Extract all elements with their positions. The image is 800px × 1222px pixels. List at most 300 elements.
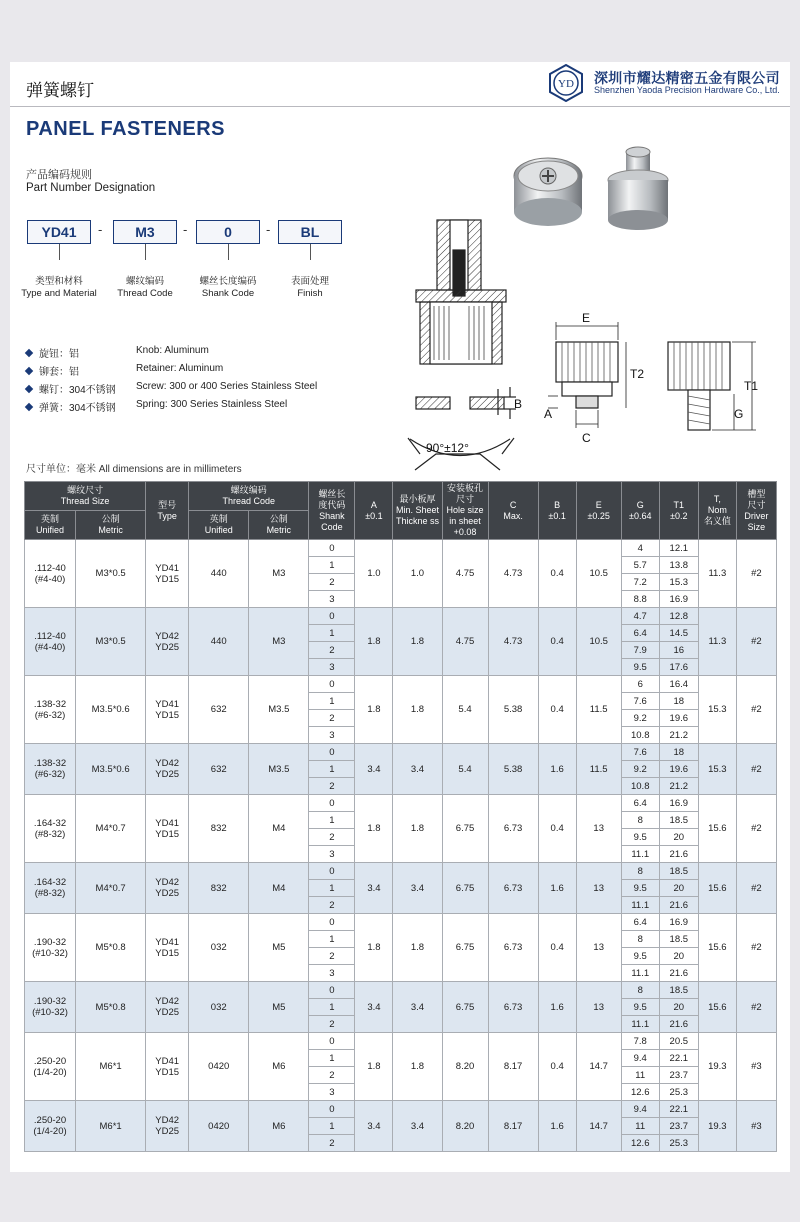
code-finish: BL (278, 220, 342, 244)
th-shank-code: 螺丝长 度代码 Shank Code (309, 482, 355, 540)
cell-hole: 6.75 (442, 982, 488, 1033)
dim-label-t2: T2 (630, 367, 645, 381)
cell-t1: 21.2 (659, 727, 698, 744)
cell-g: 9.2 (621, 710, 659, 727)
cell-a: 1.8 (355, 608, 393, 676)
cell-t1: 18 (659, 744, 698, 761)
cell-min-sheet: 3.4 (393, 1101, 442, 1152)
cell-t1: 18.5 (659, 931, 698, 948)
th-metric: 公制 Metric (76, 511, 146, 540)
cell-driver: #3 (736, 1101, 776, 1152)
table-body (25, 540, 777, 1152)
cell-t-nom: 19.3 (698, 1101, 736, 1152)
cell-e: 14.7 (576, 1101, 621, 1152)
cell-t-nom: 15.6 (698, 914, 736, 982)
cell-tc-metric: M3.5 (249, 744, 309, 795)
cell-g: 7.6 (621, 693, 659, 710)
cell-b: 0.4 (538, 676, 576, 744)
cell-g: 11 (621, 1067, 659, 1084)
th-hole-size: 安装板孔 尺寸 Hole size in sheet +0.08 (442, 482, 488, 540)
cell-g: 9.4 (621, 1101, 659, 1118)
company-logo (547, 64, 585, 102)
cell-shank-code: 2 (309, 778, 355, 795)
cell-metric: M4*0.7 (76, 863, 146, 914)
cell-hole: 6.75 (442, 795, 488, 863)
cell-shank-code: 1 (309, 999, 355, 1016)
table-row (25, 540, 777, 557)
cell-t1: 16.9 (659, 914, 698, 931)
cell-t1: 15.3 (659, 574, 698, 591)
dim-label-t1: T1 (744, 379, 759, 393)
cell-shank-code: 0 (309, 540, 355, 557)
cell-g: 8.8 (621, 591, 659, 608)
cell-unified: .164-32 (#8-32) (25, 863, 76, 914)
cell-t1: 21.2 (659, 778, 698, 795)
cell-b: 0.4 (538, 795, 576, 863)
code-thread: M3 (113, 220, 177, 244)
cell-min-sheet: 1.8 (393, 608, 442, 676)
cell-a: 3.4 (355, 982, 393, 1033)
dimension-table (24, 481, 777, 1152)
cell-metric: M3.5*0.6 (76, 676, 146, 744)
cell-t1: 17.6 (659, 659, 698, 676)
cell-g: 9.2 (621, 761, 659, 778)
cell-type: YD42 YD25 (146, 982, 189, 1033)
company-name-cn: 深圳市耀达精密五金有限公司 (594, 70, 780, 86)
cell-type: YD41 YD15 (146, 795, 189, 863)
cell-tc-unified: 832 (189, 863, 249, 914)
cell-t1: 18 (659, 693, 698, 710)
material-screw: 螺钉：304不锈钢 Screw: 300 or 400 Series Stainless Steel (26, 381, 116, 396)
table-row (25, 1033, 777, 1050)
cell-min-sheet: 1.8 (393, 795, 442, 863)
cell-shank-code: 2 (309, 642, 355, 659)
th-driver-size: 槽型 尺寸 Driver Size (736, 482, 776, 540)
cell-t-nom: 15.6 (698, 863, 736, 914)
cell-type: YD41 YD15 (146, 1033, 189, 1101)
code-label-finish: 表面处理 Finish (290, 276, 330, 299)
cell-c: 4.73 (488, 540, 538, 608)
cell-g: 11 (621, 1118, 659, 1135)
cell-t-nom: 19.3 (698, 1033, 736, 1101)
cell-t1: 25.3 (659, 1135, 698, 1152)
cell-shank-code: 1 (309, 1118, 355, 1135)
th-tc-unified: 英制 Unified (189, 511, 249, 540)
cell-c: 6.73 (488, 863, 538, 914)
cell-shank-code: 0 (309, 1033, 355, 1050)
cell-shank-code: 2 (309, 897, 355, 914)
code-separator: - (183, 222, 188, 237)
cell-tc-unified: 440 (189, 540, 249, 608)
cell-hole: 6.75 (442, 863, 488, 914)
cell-g: 5.7 (621, 557, 659, 574)
table-row (25, 676, 777, 693)
cell-tc-unified: 0420 (189, 1033, 249, 1101)
cell-g: 8 (621, 982, 659, 999)
cell-t1: 20.5 (659, 1033, 698, 1050)
spec-sheet (10, 62, 790, 1172)
cell-a: 1.8 (355, 1033, 393, 1101)
cell-e: 10.5 (576, 608, 621, 676)
cell-tc-unified: 632 (189, 744, 249, 795)
cell-driver: #2 (736, 608, 776, 676)
cell-t1: 21.6 (659, 1016, 698, 1033)
cell-tc-metric: M5 (249, 982, 309, 1033)
cell-hole: 8.20 (442, 1101, 488, 1152)
cell-c: 5.38 (488, 676, 538, 744)
th-tc-metric: 公制 Metric (249, 511, 309, 540)
cell-tc-metric: M3 (249, 608, 309, 676)
cell-c: 6.73 (488, 795, 538, 863)
cell-tc-unified: 0420 (189, 1101, 249, 1152)
cell-unified: .112-40 (#4-40) (25, 540, 76, 608)
cell-g: 8 (621, 812, 659, 829)
cell-metric: M3*0.5 (76, 540, 146, 608)
th-type: 型号 Type (146, 482, 189, 540)
cell-t1: 13.8 (659, 557, 698, 574)
cell-c: 5.38 (488, 744, 538, 795)
part-number-label-en: Part Number Designation (26, 182, 156, 194)
code-leader (145, 244, 146, 260)
cell-t1: 21.6 (659, 846, 698, 863)
cell-driver: #2 (736, 744, 776, 795)
cell-g: 6.4 (621, 914, 659, 931)
cell-g: 9.5 (621, 999, 659, 1016)
cell-shank-code: 2 (309, 829, 355, 846)
cell-hole: 6.75 (442, 914, 488, 982)
cell-t1: 22.1 (659, 1050, 698, 1067)
cell-g: 11.1 (621, 965, 659, 982)
cell-min-sheet: 1.8 (393, 1033, 442, 1101)
cell-shank-code: 3 (309, 659, 355, 676)
cell-a: 3.4 (355, 863, 393, 914)
cell-unified: .250-20 (1/4-20) (25, 1033, 76, 1101)
cell-e: 13 (576, 863, 621, 914)
cell-unified: .190-32 (#10-32) (25, 982, 76, 1033)
cell-g: 8 (621, 863, 659, 880)
th-min-sheet: 最小板厚 Min. Sheet Thickne ss (393, 482, 442, 540)
bullet-icon (25, 349, 33, 357)
cell-shank-code: 0 (309, 795, 355, 812)
cell-tc-metric: M3.5 (249, 676, 309, 744)
cell-g: 10.8 (621, 727, 659, 744)
cell-shank-code: 2 (309, 1135, 355, 1152)
page-title: PANEL FASTENERS (26, 118, 226, 140)
cell-shank-code: 0 (309, 676, 355, 693)
cell-t1: 18.5 (659, 812, 698, 829)
cell-g: 7.9 (621, 642, 659, 659)
table-row (25, 863, 777, 880)
cell-t1: 20 (659, 880, 698, 897)
cell-g: 9.5 (621, 659, 659, 676)
cell-t-nom: 11.3 (698, 540, 736, 608)
cell-min-sheet: 3.4 (393, 863, 442, 914)
cell-a: 1.8 (355, 795, 393, 863)
cell-tc-unified: 440 (189, 608, 249, 676)
cell-e: 11.5 (576, 744, 621, 795)
cell-min-sheet: 1.0 (393, 540, 442, 608)
table-row (25, 1101, 777, 1118)
cell-g: 9.5 (621, 829, 659, 846)
cell-shank-code: 1 (309, 625, 355, 642)
cell-min-sheet: 3.4 (393, 982, 442, 1033)
cell-metric: M6*1 (76, 1101, 146, 1152)
cell-g: 4.7 (621, 608, 659, 625)
product-photo (514, 147, 668, 230)
cell-t1: 25.3 (659, 1084, 698, 1101)
cell-t-nom: 11.3 (698, 608, 736, 676)
cell-driver: #2 (736, 540, 776, 608)
cell-b: 0.4 (538, 608, 576, 676)
cell-driver: #2 (736, 795, 776, 863)
cell-shank-code: 0 (309, 914, 355, 931)
cell-tc-unified: 832 (189, 795, 249, 863)
code-separator: - (98, 222, 103, 237)
cell-min-sheet: 1.8 (393, 914, 442, 982)
cell-unified: .112-40 (#4-40) (25, 608, 76, 676)
cell-shank-code: 1 (309, 880, 355, 897)
code-leader (228, 244, 229, 260)
cell-t1: 20 (659, 999, 698, 1016)
cell-shank-code: 2 (309, 1067, 355, 1084)
cell-shank-code: 0 (309, 982, 355, 999)
table-row (25, 982, 777, 999)
cell-b: 0.4 (538, 540, 576, 608)
dim-label-angle: 90°±12° (426, 441, 469, 455)
cell-shank-code: 3 (309, 1084, 355, 1101)
header-divider (10, 106, 790, 107)
dim-label-c: C (582, 431, 591, 445)
cell-min-sheet: 3.4 (393, 744, 442, 795)
cell-driver: #2 (736, 914, 776, 982)
cell-e: 10.5 (576, 540, 621, 608)
cell-a: 3.4 (355, 744, 393, 795)
cell-g: 9.5 (621, 948, 659, 965)
table-row (25, 914, 777, 931)
cell-t-nom: 15.6 (698, 982, 736, 1033)
cell-g: 11.1 (621, 897, 659, 914)
cell-unified: .138-32 (#6-32) (25, 676, 76, 744)
cell-t1: 20 (659, 829, 698, 846)
cell-type: YD41 YD15 (146, 914, 189, 982)
cell-t1: 20 (659, 948, 698, 965)
cell-type: YD42 YD25 (146, 1101, 189, 1152)
cell-t1: 18.5 (659, 863, 698, 880)
cell-e: 13 (576, 914, 621, 982)
cell-e: 13 (576, 795, 621, 863)
code-label-thread: 螺纹编码 Thread Code (117, 276, 173, 299)
cell-b: 0.4 (538, 1033, 576, 1101)
cell-g: 7.2 (621, 574, 659, 591)
cell-t1: 12.1 (659, 540, 698, 557)
cell-tc-unified: 032 (189, 914, 249, 982)
cell-unified: .164-32 (#8-32) (25, 795, 76, 863)
cell-tc-metric: M4 (249, 863, 309, 914)
cell-shank-code: 1 (309, 931, 355, 948)
table-row (25, 795, 777, 812)
dim-label-e: E (582, 311, 591, 325)
cell-c: 4.73 (488, 608, 538, 676)
cell-driver: #2 (736, 982, 776, 1033)
cell-g: 9.4 (621, 1050, 659, 1067)
cell-shank-code: 0 (309, 1101, 355, 1118)
cell-min-sheet: 1.8 (393, 676, 442, 744)
cell-metric: M6*1 (76, 1033, 146, 1101)
th-b: B ±0.1 (538, 482, 576, 540)
cell-g: 4 (621, 540, 659, 557)
cell-t-nom: 15.6 (698, 795, 736, 863)
cell-shank-code: 3 (309, 965, 355, 982)
cell-tc-metric: M6 (249, 1101, 309, 1152)
material-spring: 弹簧：304不锈钢 Spring: 300 Series Stainless Steel (26, 399, 116, 414)
cell-t1: 19.6 (659, 761, 698, 778)
cell-g: 6 (621, 676, 659, 693)
cell-g: 7.6 (621, 744, 659, 761)
dim-label-g: G (734, 407, 744, 421)
cell-hole: 5.4 (442, 676, 488, 744)
cell-shank-code: 1 (309, 812, 355, 829)
cell-t1: 12.8 (659, 608, 698, 625)
cell-g: 11.1 (621, 1016, 659, 1033)
cell-t1: 23.7 (659, 1118, 698, 1135)
header-title-cn: 弹簧螺钉 (26, 81, 94, 100)
th-e: E ±0.25 (576, 482, 621, 540)
cell-tc-unified: 632 (189, 676, 249, 744)
th-a: A ±0.1 (355, 482, 393, 540)
cell-type: YD42 YD25 (146, 744, 189, 795)
cell-unified: .138-32 (#6-32) (25, 744, 76, 795)
cell-t1: 16.9 (659, 795, 698, 812)
cell-driver: #2 (736, 676, 776, 744)
bullet-icon (25, 403, 33, 411)
cell-g: 6.4 (621, 625, 659, 642)
cell-metric: M3*0.5 (76, 608, 146, 676)
cell-shank-code: 1 (309, 761, 355, 778)
cell-shank-code: 2 (309, 1016, 355, 1033)
cell-e: 11.5 (576, 676, 621, 744)
cell-c: 6.73 (488, 914, 538, 982)
dim-label-b: B (514, 397, 523, 411)
cell-t-nom: 15.3 (698, 676, 736, 744)
cell-b: 1.6 (538, 744, 576, 795)
cell-g: 11.1 (621, 846, 659, 863)
cell-tc-metric: M5 (249, 914, 309, 982)
fastener-drawing (390, 142, 770, 472)
table-row (25, 744, 777, 761)
code-separator: - (266, 222, 271, 237)
cell-a: 1.8 (355, 676, 393, 744)
cell-tc-metric: M3 (249, 540, 309, 608)
cell-g: 10.8 (621, 778, 659, 795)
cell-a: 1.8 (355, 914, 393, 982)
cell-t1: 23.7 (659, 1067, 698, 1084)
cell-shank-code: 0 (309, 744, 355, 761)
cell-t1: 19.6 (659, 710, 698, 727)
cell-b: 1.6 (538, 1101, 576, 1152)
bullet-icon (25, 367, 33, 375)
cell-c: 8.17 (488, 1101, 538, 1152)
code-label-shank: 螺丝长度编码 Shank Code (199, 276, 257, 299)
cell-shank-code: 3 (309, 727, 355, 744)
cell-hole: 4.75 (442, 540, 488, 608)
cell-shank-code: 0 (309, 608, 355, 625)
cell-t1: 21.6 (659, 965, 698, 982)
cell-a: 1.0 (355, 540, 393, 608)
company-name-en: Shenzhen Yaoda Precision Hardware Co., Ltd. (594, 85, 780, 95)
cell-driver: #2 (736, 863, 776, 914)
cell-g: 7.8 (621, 1033, 659, 1050)
code-shank: 0 (196, 220, 260, 244)
cell-hole: 5.4 (442, 744, 488, 795)
th-t1: T1 ±0.2 (659, 482, 698, 540)
cell-t1: 16.4 (659, 676, 698, 693)
cell-shank-code: 0 (309, 863, 355, 880)
cell-c: 6.73 (488, 982, 538, 1033)
cell-t1: 22.1 (659, 1101, 698, 1118)
cell-shank-code: 3 (309, 846, 355, 863)
cell-hole: 8.20 (442, 1033, 488, 1101)
cell-type: YD41 YD15 (146, 676, 189, 744)
cell-metric: M5*0.8 (76, 982, 146, 1033)
cell-b: 0.4 (538, 914, 576, 982)
th-unified: 英制 Unified (25, 511, 76, 540)
cell-unified: .190-32 (#10-32) (25, 914, 76, 982)
cell-e: 14.7 (576, 1033, 621, 1101)
cell-t1: 16 (659, 642, 698, 659)
material-retainer: 铆套：铝 Retainer: Aluminum (26, 363, 79, 378)
cell-type: YD42 YD25 (146, 608, 189, 676)
bullet-icon (25, 385, 33, 393)
code-leader (59, 244, 60, 260)
cell-shank-code: 2 (309, 710, 355, 727)
cell-g: 12.6 (621, 1084, 659, 1101)
part-number-label-cn: 产品编码规则 (26, 169, 92, 181)
side-view-knob (548, 322, 626, 428)
cell-e: 13 (576, 982, 621, 1033)
cell-tc-metric: M6 (249, 1033, 309, 1101)
cell-shank-code: 3 (309, 591, 355, 608)
cell-unified: .250-20 (1/4-20) (25, 1101, 76, 1152)
cell-g: 9.5 (621, 880, 659, 897)
section-view (408, 220, 516, 470)
cell-t1: 18.5 (659, 982, 698, 999)
material-knob: 旋钮：铝 Knob: Aluminum (26, 345, 79, 360)
cell-shank-code: 1 (309, 1050, 355, 1067)
cell-hole: 4.75 (442, 608, 488, 676)
th-g: G ±0.64 (621, 482, 659, 540)
cell-b: 1.6 (538, 982, 576, 1033)
cell-t1: 21.6 (659, 897, 698, 914)
cell-driver: #3 (736, 1033, 776, 1101)
cell-t-nom: 15.3 (698, 744, 736, 795)
cell-tc-metric: M4 (249, 795, 309, 863)
cell-g: 6.4 (621, 795, 659, 812)
cell-t1: 14.5 (659, 625, 698, 642)
cell-b: 1.6 (538, 863, 576, 914)
table-row (25, 608, 777, 625)
logo-text: YD (558, 78, 574, 90)
units-note: 尺寸单位：毫米 All dimensions are in millimeters (26, 464, 242, 475)
code-leader (310, 244, 311, 260)
th-thread-size: 螺纹尺寸 Thread Size (25, 482, 146, 511)
cell-shank-code: 1 (309, 693, 355, 710)
code-type: YD41 (27, 220, 91, 244)
cell-g: 12.6 (621, 1135, 659, 1152)
dim-label-a: A (544, 407, 553, 421)
cell-g: 8 (621, 931, 659, 948)
cell-metric: M3.5*0.6 (76, 744, 146, 795)
cell-a: 3.4 (355, 1101, 393, 1152)
